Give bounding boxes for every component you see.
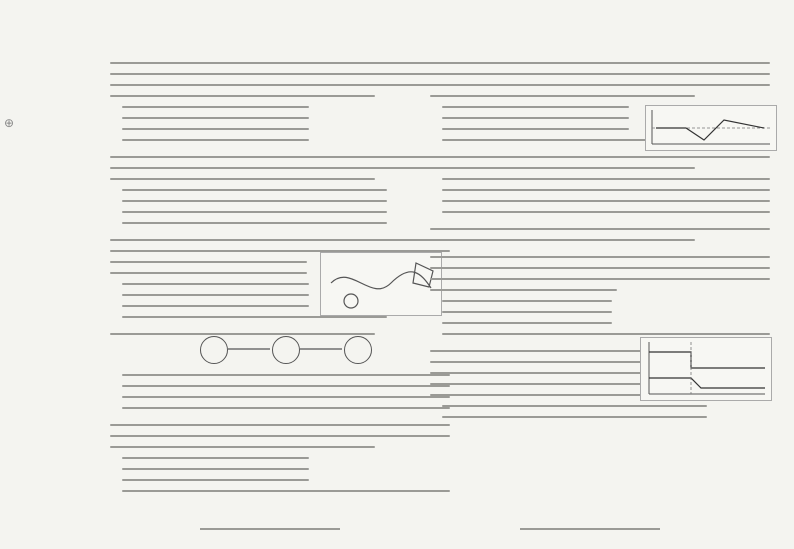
- binding-mark-icon: ⊕: [3, 116, 15, 130]
- section-2-instructions: [430, 228, 770, 241]
- question-13: [110, 424, 450, 492]
- co2-rate-figure: [640, 337, 772, 401]
- nerve-reflex-figure: [320, 252, 442, 316]
- right-column: [430, 62, 770, 517]
- population-curve-figure: [645, 105, 777, 151]
- page-footer-right: [520, 522, 660, 536]
- question-9: [110, 62, 450, 141]
- question-16: [430, 256, 770, 335]
- cell-signal-figure: [180, 332, 390, 366]
- question-10: [110, 156, 450, 224]
- question-15: [430, 156, 770, 213]
- left-column: [110, 62, 450, 517]
- page-footer-left: [200, 522, 340, 536]
